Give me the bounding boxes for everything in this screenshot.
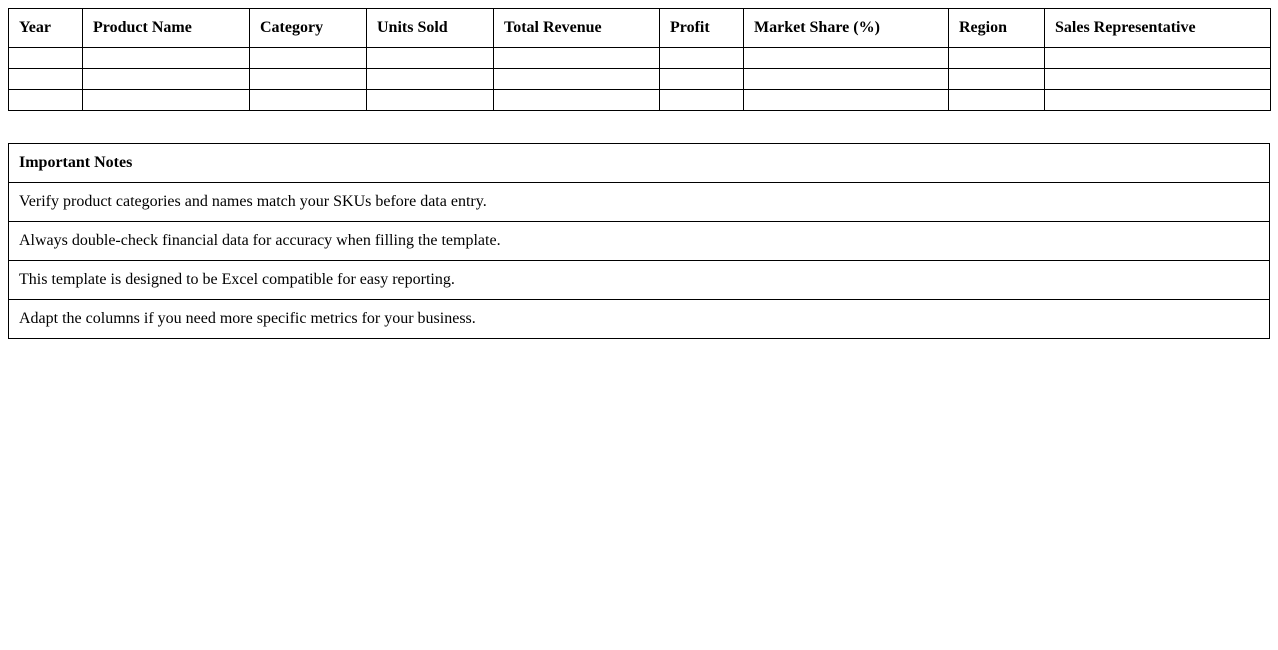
notes-header-row (9, 144, 1270, 183)
note-text: Adapt the columns if you need more specific metrics for your business. (9, 300, 1270, 339)
table-row (9, 90, 1271, 111)
table-cell[interactable] (250, 69, 367, 90)
column-header-sales-representative: Sales Representative (1045, 9, 1271, 48)
column-header-total-revenue: Total Revenue (494, 9, 660, 48)
table-cell[interactable] (1045, 48, 1271, 69)
table-cell[interactable] (744, 69, 949, 90)
table-cell[interactable] (9, 69, 83, 90)
important-notes-table (8, 143, 1270, 339)
column-header-product-name: Product Name (83, 9, 250, 48)
table-cell[interactable] (250, 48, 367, 69)
table-cell[interactable] (1045, 90, 1271, 111)
column-header-market-share: Market Share (%) (744, 9, 949, 48)
note-text: Always double-check financial data for accuracy when filling the template. (9, 222, 1270, 261)
column-header-year: Year (9, 9, 83, 48)
table-cell[interactable] (660, 48, 744, 69)
list-item (9, 261, 1270, 300)
table-cell[interactable] (660, 90, 744, 111)
table-header-row (9, 9, 1271, 48)
list-item (9, 222, 1270, 261)
table-cell[interactable] (367, 90, 494, 111)
column-header-profit: Profit (660, 9, 744, 48)
table-cell[interactable] (744, 90, 949, 111)
table-cell[interactable] (367, 69, 494, 90)
table-cell[interactable] (367, 48, 494, 69)
notes-title: Important Notes (9, 144, 1270, 183)
table-cell[interactable] (949, 69, 1045, 90)
sales-data-table (8, 8, 1271, 111)
column-header-category: Category (250, 9, 367, 48)
column-header-region: Region (949, 9, 1045, 48)
column-header-units-sold: Units Sold (367, 9, 494, 48)
note-text: This template is designed to be Excel compatible for easy reporting. (9, 261, 1270, 300)
table-cell[interactable] (9, 48, 83, 69)
table-cell[interactable] (949, 90, 1045, 111)
table-cell[interactable] (83, 48, 250, 69)
table-cell[interactable] (660, 69, 744, 90)
table-cell[interactable] (9, 90, 83, 111)
table-row (9, 48, 1271, 69)
table-row (9, 69, 1271, 90)
list-item (9, 300, 1270, 339)
table-cell[interactable] (494, 90, 660, 111)
table-cell[interactable] (250, 90, 367, 111)
table-cell[interactable] (83, 90, 250, 111)
table-cell[interactable] (1045, 69, 1271, 90)
table-cell[interactable] (83, 69, 250, 90)
note-text: Verify product categories and names match your SKUs before data entry. (9, 183, 1270, 222)
table-cell[interactable] (744, 48, 949, 69)
list-item (9, 183, 1270, 222)
table-cell[interactable] (494, 69, 660, 90)
table-cell[interactable] (494, 48, 660, 69)
table-cell[interactable] (949, 48, 1045, 69)
